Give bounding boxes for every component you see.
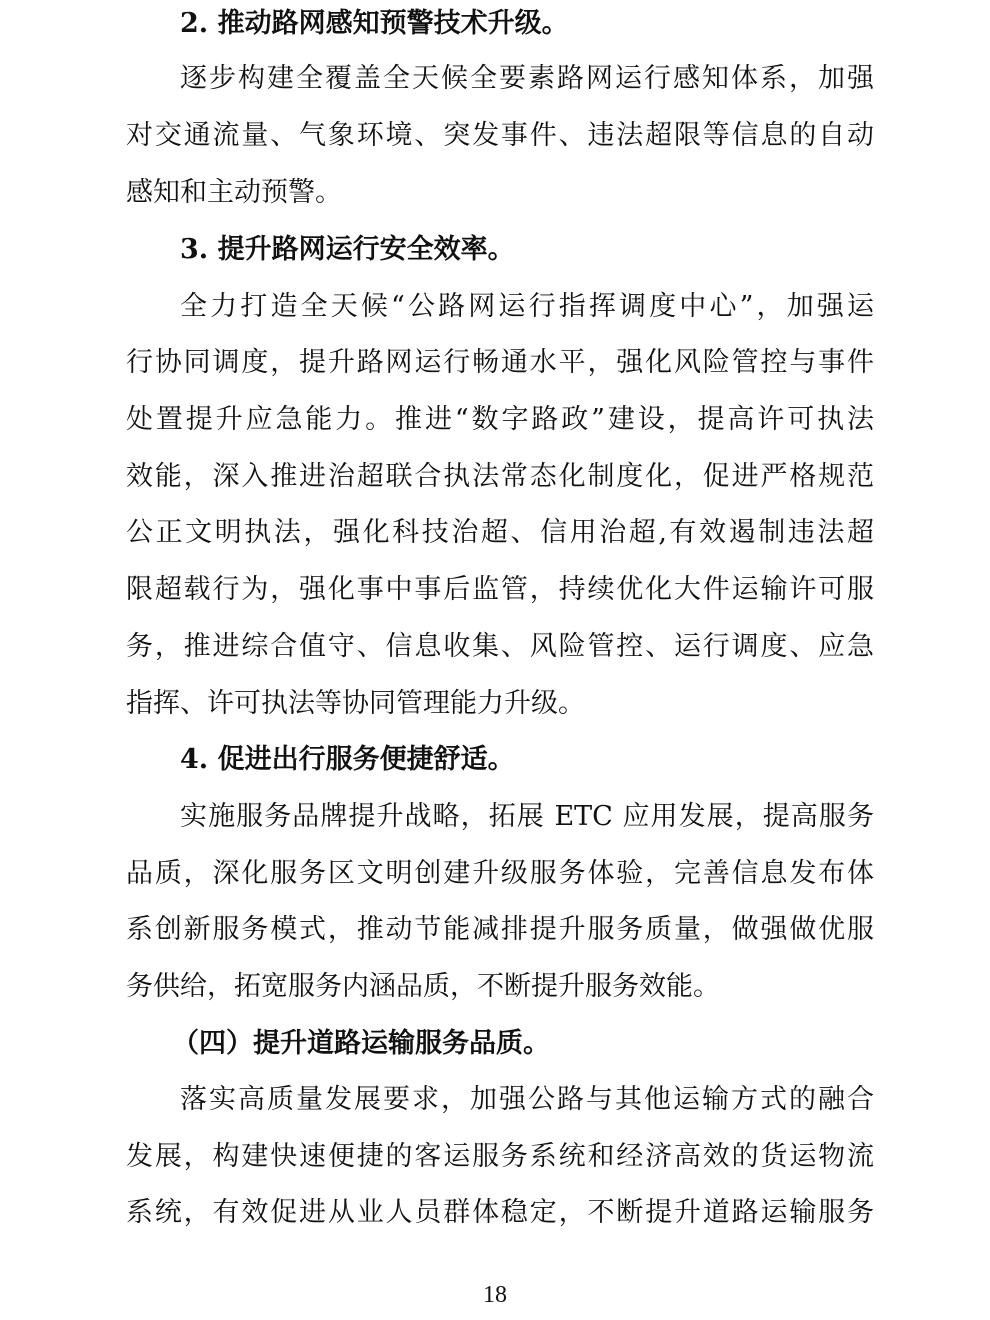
section-heading-2: 2. 推动路网感知预警技术升级。 <box>180 8 569 39</box>
paragraph-line: 系统，有效促进从业人员群体稳定，不断提升道路运输服务 <box>126 1197 874 1228</box>
page-number: 18 <box>483 1282 507 1308</box>
paragraph-line: 限超载行为，强化事中事后监管，持续优化大件运输许可服 <box>126 574 874 605</box>
section-heading-3: 3. 提升路网运行安全效率。 <box>180 234 515 265</box>
paragraph-line: 落实高质量发展要求，加强公路与其他运输方式的融合 <box>180 1084 874 1115</box>
paragraph-line: 务，推进综合值守、信息收集、风险管控、运行调度、应急 <box>126 631 874 662</box>
paragraph-line: 对交通流量、气象环境、突发事件、违法超限等信息的自动 <box>126 120 874 151</box>
paragraph-line: 系创新服务模式，推动节能减排提升服务质量，做强做优服 <box>126 914 874 945</box>
paragraph-line: 发展，构建快速便捷的客运服务系统和经济高效的货运物流 <box>126 1141 874 1172</box>
paragraph-line: 指挥、许可执法等协同管理能力升级。 <box>126 688 585 719</box>
paragraph-line: 处置提升应急能力。推进“数字路政”建设，提高许可执法 <box>126 404 874 435</box>
paragraph-line: 行协同调度，提升路网运行畅通水平，强化风险管控与事件 <box>126 347 874 378</box>
section-heading-four: （四）提升道路运输服务品质。 <box>172 1028 550 1059</box>
paragraph-line: 务供给，拓宽服务内涵品质，不断提升服务效能。 <box>126 971 720 1002</box>
paragraph-line: 全力打造全天候“公路网运行指挥调度中心”，加强运 <box>180 291 874 322</box>
paragraph-line: 公正文明执法，强化科技治超、信用治超,有效遏制违法超 <box>126 517 874 548</box>
paragraph-line: 效能，深入推进治超联合执法常态化制度化，促进严格规范 <box>126 461 874 492</box>
section-heading-4: 4. 促进出行服务便捷舒适。 <box>180 744 515 775</box>
paragraph-line: 实施服务品牌提升战略，拓展 ETC 应用发展，提高服务 <box>180 801 874 832</box>
paragraph-line: 感知和主动预警。 <box>126 177 342 208</box>
paragraph-line: 逐步构建全覆盖全天候全要素路网运行感知体系，加强 <box>180 63 874 94</box>
paragraph-line: 品质，深化服务区文明创建升级服务体验，完善信息发布体 <box>126 858 874 889</box>
